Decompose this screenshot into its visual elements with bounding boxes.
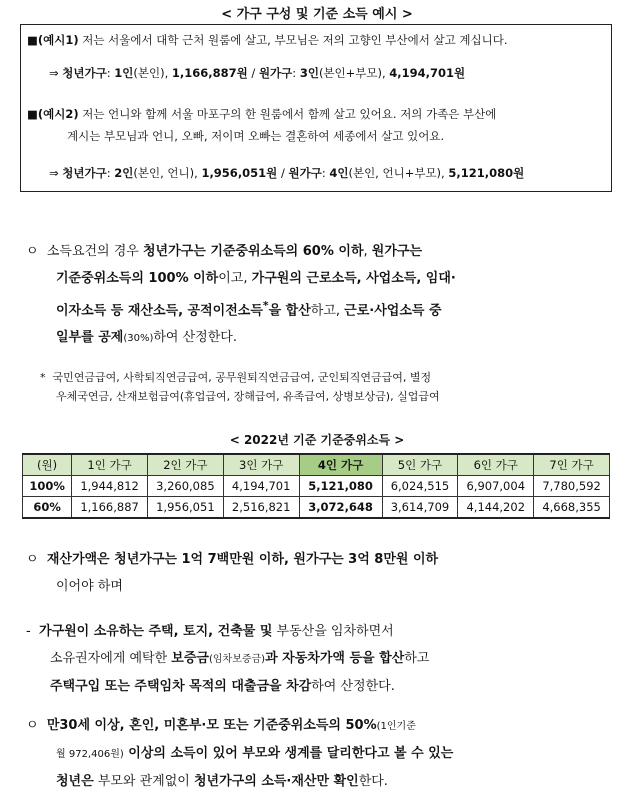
table-row: 100% 1,944,812 3,260,085 4,194,701 5,121,080 6,024,515 6,907,004 7,780,592	[23, 476, 610, 497]
example1-label: (예시1)	[37, 33, 79, 47]
independent-youth-paragraph: ㅇ 만30세 이상, 혼인, 미혼부·모 또는 기준중위소득의 50%(1인기준 월 972,406원) 이상의 소득이 있어 부모와 생계를 달리한다고 볼 수 있는 청년은 부모와 관계없이 청년가구의 소득·재산만 확인한다.	[26, 718, 454, 789]
examples-box	[20, 24, 612, 192]
asterisk-marker: *	[40, 371, 46, 384]
asset-calculation-paragraph: - 가구원이 소유하는 주택, 토지, 건축물 및 부동산을 임차하면서 소유권자에게 예탁한 보증금(임차보증금)과 자동차가액 등을 합산하고 주택구입 또는 주택임차 목적의 대출금을 차감하여 산정한다.	[26, 624, 430, 694]
footnote: * 국민연금급여, 사학퇴직연금급여, 공무원퇴직연금급여, 군인퇴직연금급여, 별정 우체국연금, 산재보험급여(휴업급여, 장해급여, 유족급여, 상병보상금), 실업급여	[40, 371, 440, 403]
examples-title: < 가구 구성 및 기준 소득 예시 >	[221, 7, 413, 22]
arrow-icon: ⇒	[49, 66, 59, 80]
example1-result: ⇒ 청년가구: 1인(본인), 1,166,887원 / 원가구: 3인(본인+부모), 4,194,701원	[49, 66, 466, 80]
table-caption: < 2022년 기준 기준중위소득 >	[229, 433, 405, 447]
table-row: 60% 1,166,887 1,956,051 2,516,821 3,072,648 3,614,709 4,144,202 4,668,355	[23, 497, 610, 519]
circle-bullet-icon: ㅇ	[26, 718, 39, 733]
example2-result: ⇒ 청년가구: 2인(본인, 언니), 1,956,051원 / 원가구: 4인(본인, 언니+부모), 5,121,080원	[49, 166, 525, 180]
example2-label: (예시2)	[37, 107, 79, 121]
dash-bullet-icon: -	[26, 624, 31, 639]
table-header-row: (원) 1인 가구 2인 가구 3인 가구 4인 가구 5인 가구 6인 가구 7인 가구	[23, 454, 610, 476]
circle-bullet-icon: ㅇ	[26, 552, 39, 567]
income-requirement-paragraph: ㅇ 소득요건의 경우 청년가구는 기준중위소득의 60% 이하, 원가구는 기준중위소득의 100% 이하이고, 가구원의 근로소득, 사업소득, 임대· 이자소득 등 재산소득, 공적이전소득*을 합산하고, 근로·사업소득 중 일부를 공제(30%)하여 산정한다.	[26, 244, 456, 346]
median-income-table	[22, 453, 610, 519]
square-bullet-icon: ■	[27, 107, 38, 121]
circle-bullet-icon: ㅇ	[26, 244, 39, 259]
asset-requirement-paragraph: ㅇ 재산가액은 청년가구는 1억 7백만원 이하, 원가구는 3억 8만원 이하 이어야 하며	[26, 552, 439, 594]
example1-text: ■(예시1) 저는 서울에서 대학 근처 원룸에 살고, 부모님은 저의 고향인 부산에서 살고 계십니다.	[27, 33, 508, 47]
square-bullet-icon: ■	[27, 33, 38, 47]
example2-text: ■(예시2) 저는 언니와 함께 서울 마포구의 한 원룸에서 함께 살고 있어요. 저의 가족은 부산에 계시는 부모님과 언니, 오빠, 저이며 오빠는 결혼하여 세종에서 살고 있어요.	[27, 107, 497, 143]
arrow-icon: ⇒	[49, 166, 59, 180]
